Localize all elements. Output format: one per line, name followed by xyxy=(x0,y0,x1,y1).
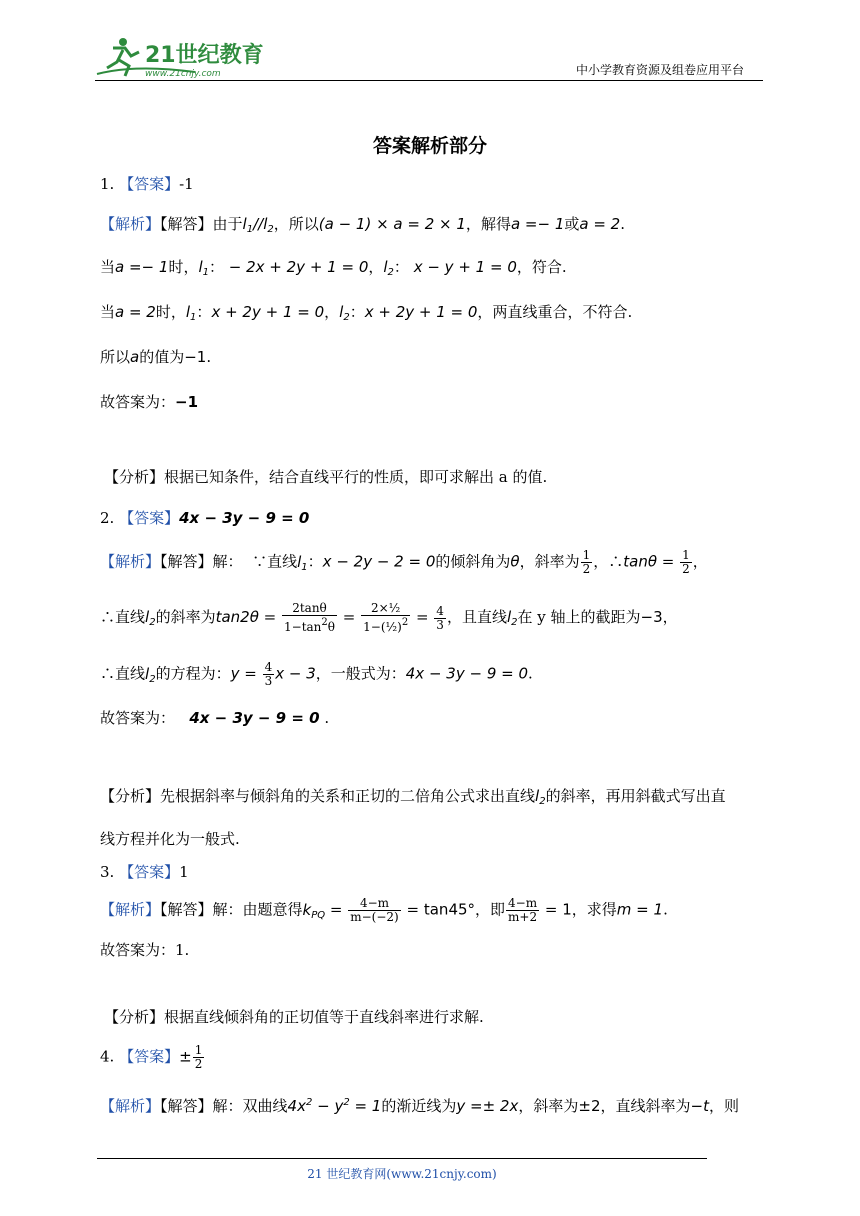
q2-answer-line: 2. 【答案】4x − 3y − 9 = 0 xyxy=(100,509,310,527)
q2-solution-line-1: 【解析】【解答】解： ∵直线$l_1$：x − 2y − 2 = 0的倾斜角为θ，斜率为 $\frac{1}{2}$ ，∴tanθ = $\frac{1}{2}$ ， xyxy=(100,548,708,576)
q1-answer: -1 xyxy=(179,175,194,193)
q3-result-line: 故答案为：1. xyxy=(100,941,190,959)
answer-tag: 【答案】 xyxy=(119,175,180,193)
footer-divider xyxy=(97,1158,707,1159)
logo-text: 21世纪教育 xyxy=(145,43,264,68)
q4-solution-line-1: 【解析】【解答】解：双曲线$4x^2 - y^2 = 1$的渐近线为y =± 2x，斜率为±2，直线斜率为−t，则 xyxy=(100,1097,739,1115)
q1-result-line: 故答案为：−1 xyxy=(100,393,199,411)
q2-solution-line-2: ∴直线$l_2$的斜率为tan2θ = $\frac{2\tan\theta}{1-\tan^2\theta}$ = $\frac{\text{2×½}}{1-(\frac{1}{2})^2}$ = $\frac{4}{3}$ ，且直线$l_2$在 y 轴上的截距为−3， xyxy=(100,601,678,634)
platform-name: 中小学教育资源及组卷应用平台 xyxy=(576,63,745,77)
q2-result-line: 故答案为： 4x − 3y − 9 = 0 . xyxy=(100,709,330,727)
q2-solution-line-3: ∴直线$l_2$的方程为：y = $\frac{4}{3}$ x − 3，一般式为：4x − 3y − 9 = 0. xyxy=(100,660,533,688)
q1-solution-line-2: 当a =− 1时，$l_1$： − 2x + 2y + 1 = 0，$l_2$： x − y + 1 = 0，符合. xyxy=(100,258,567,278)
q2-analysis-line-2: 线方程并化为一般式. xyxy=(100,830,240,848)
q1-analysis: 【分析】根据已知条件，结合直线平行的性质，即可求解出 a 的值. xyxy=(104,468,548,486)
q3-answer-line: 3. 【答案】1 xyxy=(100,863,189,881)
q1-solution-line-3: 当a = 2时，$l_1$：x + 2y + 1 = 0，$l_2$：x + 2y + 1 = 0，两直线重合，不符合. xyxy=(100,303,633,323)
logo-url: www.21cnjy.com xyxy=(145,69,221,79)
q3-solution-line-1: 【解析】【解答】解：由题意得$k_{PQ}$ = $\frac{4-m}{m-(-2)}$ = tan45°，即 $\frac{4-m}{m+2}$ = 1，求得m = 1. xyxy=(100,896,668,924)
q2-analysis-line-1: 【分析】先根据斜率与倾斜角的关系和正切的二倍角公式求出直线$l_2$的斜率，再用斜截式写出直 xyxy=(100,787,726,807)
q1-solution-line-4: 所以a的值为−1. xyxy=(100,348,212,366)
header-divider xyxy=(95,80,763,81)
q1-number: 1. xyxy=(100,175,115,193)
footer-link[interactable]: 21 世纪教育网(www.21cnjy.com) xyxy=(307,1167,497,1181)
q3-analysis: 【分析】根据直线倾斜角的正切值等于直线斜率进行求解. xyxy=(104,1008,484,1026)
jieda-tag: 【解答】 xyxy=(160,215,213,233)
jiexi-tag: 【解析】 xyxy=(100,215,161,233)
q1-solution-line-1: 【解析】【解答】由于$l_1//l_2$，所以(a − 1) × a = 2 × 1，解得a =− 1或a = 2. xyxy=(100,215,626,235)
q4-answer-line: 4. 【答案】± $\frac{1}{2}$ xyxy=(100,1043,203,1071)
page-title: 答案解析部分 xyxy=(372,135,487,157)
q1-answer-line xyxy=(100,173,194,195)
site-logo xyxy=(95,34,265,80)
